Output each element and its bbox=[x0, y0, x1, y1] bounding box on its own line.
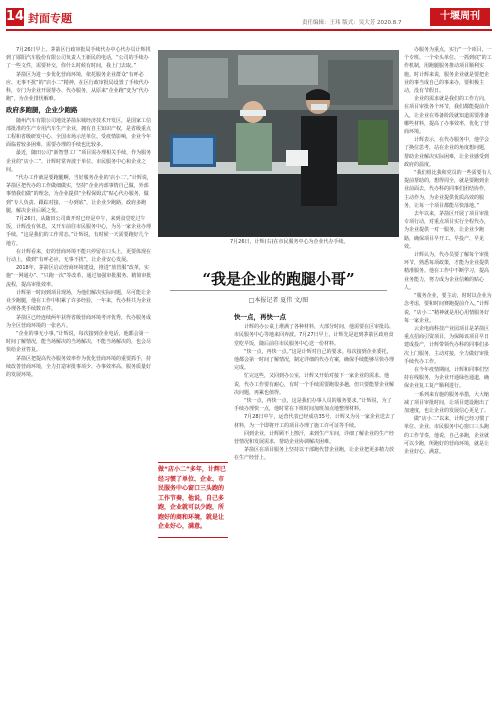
article-paragraph: 随州汽车有限公司地处茅箭东城经济技术开发区，是国家工信部批准的生产专用汽车生产企业，拥有自主知识产权，是省级重点工程和省级研发中心、全国市场示范单位。受疫情影响，企业今年面临着较多困难，需要办理的手续也比较多。 bbox=[6, 117, 152, 149]
article-paragraph: 计辉第一时间到项目现场，为他们解决实际问题，尽可能让企业少跑腿，他在工作中积累了许多经验，一年来，代办科共为企业办理各类手续数百件。 bbox=[6, 289, 152, 313]
article-column-middle bbox=[234, 310, 396, 698]
article-paragraph: 忙完这些，又回到办公室，计辉又开始对接下一家企业的需求。他说，代办工作要有耐心，有时一个手续需要跑很多趟，但只要能帮企业解决问题，再累也值得。 bbox=[234, 373, 395, 396]
article-paragraph: 计辉表示，在代办服务中，他学会了换位思考，站在企业的角度想问题，帮助企业解决实际困难，让企业感受到政府的温度。 bbox=[404, 137, 490, 168]
article-column-right bbox=[404, 46, 492, 698]
article-paragraph: 做“店小二”以来，计辉已经习惯了单位、企业、市民服务中心窗口三头跑的工作节奏，他说，自己多跑，企业就可以少跑，所跑好的营商环境，就是让企业好心、满意。 bbox=[404, 416, 490, 455]
header-rule bbox=[6, 29, 492, 31]
article-paragraph: 计辉认为，代办员要了解每个审批环节，熟悉每项政策，才能为企业提供精准服务。他在工作中不断学习，提高业务能力，努力成为企业信赖的贴心人。 bbox=[404, 252, 490, 291]
page-number: 14 bbox=[6, 9, 25, 24]
article-photo bbox=[158, 50, 399, 237]
article-paragraph: 7月28日中午，运营代表已经成功35号，计辉又为另一家企业送去了材料，为一个即将开工的项目办理了施工许可证等手续。 bbox=[234, 414, 395, 429]
article-paragraph: “快一点，再快一点。”这是计辉对自己的要求。每次接到企业委托，他都会第一时间了解情况，制定详细的代办方案，确保手续能够尽快办理完成。 bbox=[234, 348, 395, 372]
article-paragraph: “快一点，再快一点，这是我们办事人员的服务要求。”计辉说，为了手续办理快一点，他时常在下班时间加班加点地整理材料。 bbox=[234, 398, 392, 413]
photo-scene bbox=[158, 50, 399, 237]
title-rule bbox=[170, 290, 387, 291]
article-paragraph: 一系列来有施的服务举措，大大缩减了项目审批时间，让项目建设跑出了加速度，也让企业的发展信心更足了。 bbox=[404, 391, 490, 414]
article-paragraph: 茅箭区在项目服务上坚持以干部跑代替企业跑，让企业把更多精力放在生产经营上。 bbox=[234, 447, 395, 462]
photo-caption: 7月26日，计辉(右)在市民服务中心为企业代办手续。 bbox=[230, 239, 349, 245]
article-paragraph: 企业的需求就是我们的工作方向，在项目审批各个环节，我们都能提前介入，让企业在筹备阶段就知道需要准备哪些材料，提高了办事效率，优化了营商环境。 bbox=[404, 96, 490, 136]
article-paragraph: “代办工作就是要跑腿啊，当好服务企业的‘店小二’。”计辉说，茅箭区把代办的工作做细做实，坚持“企业内部事情自己做，外部事情我们做”的理念，为企业提供“全程保姆式”贴心代办服务，做到“专人负责、跟踪对接、一办到底”，让企业少跑路，政府多跑腿，解决企业后顾之忧。 bbox=[6, 175, 152, 214]
article-column-left bbox=[6, 46, 152, 698]
pull-quote: 做“店小二”多年，计辉已经习惯了单位、企业、市民服务中心窗口三头跑的工作节奏，他说，自己多跑，企业就可以少跑，所跑好的商和环境，就是让企业好心，满意。 bbox=[158, 462, 228, 538]
article-paragraph: 7月26日，从随田公司离开时已经是中午，来到食堂吃过午饭，计辉没有休息，又开车前往市民服务中心，为另一家企业办理手续。“这是我们的工作常态。”计辉说，有时候一天需要跑好几个地方。 bbox=[6, 216, 152, 247]
article-paragraph: “我们组比我和党员的一些需要有人提前帮助的，想得周全，就是要跑到企业前面去，代办科的同事们团结协作，主动作为，为企业提供优质高效的服务，让每一个项目都能尽快落地。” bbox=[404, 170, 492, 209]
article-paragraph: 在计辉看来，好的营商环境不能只停留在口头上，更要体现在行动上，做到“有呼必应，无事不扰”，让企业安心发展。 bbox=[6, 248, 152, 264]
article-title: “我是企业的跑腿小哥” bbox=[202, 270, 355, 288]
article-paragraph: 在今年疫情期间，计辉和同事们坚持在线服务，为企业开通绿色通道，确保企业复工复产顺利进行。 bbox=[404, 366, 490, 390]
article-paragraph: 茅箭区已经连续两年获得省级营商环境考评优秀，代办服务成为全区营商环境的一张名片。 bbox=[6, 314, 152, 329]
article-paragraph: 7月26日早上，茅箭区行政审批局手续代办中心代办员计辉找到了郧阳汽车股份有限公司负责人王新民的电话，“公司的手续办了一些文件，需要补交，你什么时候有时间，我上门去取。” bbox=[6, 47, 151, 70]
page-header bbox=[0, 0, 498, 32]
masthead-logo: 十堰周刊 bbox=[430, 8, 490, 26]
section-heading: 快一点，再快一点 bbox=[234, 313, 286, 321]
section-title: 封面专题 bbox=[28, 12, 72, 25]
article-paragraph: 茅箭区把提高代办服务效率作为优化营商环境的重要抓手，持续改善营商环境，全力打造审批事项少、办事效率高、服务质量好的发展环境。 bbox=[6, 355, 152, 378]
article-paragraph: 茅箭区为进一步优化营商环境，依托服务企业群众“有呼必应、无事不扰”的“店小二”精神，在区行政审批局设置了手续代办科，专门为企业开展帮办、代办服务，从原来“企业跑”变为“代办跑”，为企业排忧解难。 bbox=[6, 71, 149, 103]
article-paragraph: 计辉的办公桌上堆满了各种材料，大部分时间，他需要在区审批局、市民服务中心等地来回奔波。7月27日早上，计辉先是赶到茅箭区政府食堂吃早饭，随后前往市民服务中心送一份材料。 bbox=[234, 324, 395, 347]
article-paragraph: 去年以来，茅箭区开展了项目审批专项行动，对重点项目实行全程代办，为企业提供一对一服务，让企业少跑路，确保项目早开工、早投产、早见效。 bbox=[404, 211, 490, 250]
article-paragraph: 2018年，茅箭区启动营商环境建设，推进“放管服”改革，实施“一网通办”、“只跑一次”等改革，通过加强审批服务、精简审批流程，提高审批效率。 bbox=[6, 265, 152, 288]
article-byline: □本报记者 夏伟 文/图 bbox=[248, 297, 309, 304]
article-paragraph: 云企电商科技产业园项目是茅箭区重点招商引资项目，为保障该项目早日建成投产，计辉带领代办科的同事们多次上门服务，主动对接，全力做好审批手续代办工作。 bbox=[404, 325, 490, 365]
article-paragraph: “服务企业，要主动，时时以企业为念考虑，要和时间赛跑提前介入。”计辉说，“店小二”精神就是用心用情服务好每一家企业。 bbox=[404, 293, 492, 324]
article-paragraph: 回到企业，计辉顾不上擦汗，来到生产车间，详细了解企业的生产经营情况和发展需求，帮助企业协调解决困难。 bbox=[234, 430, 395, 446]
article-paragraph: 办服务为重点，实行“一个项目、一个专班、一个牵头单位、一抓到底”的工作机制，用跑腿服务推动项目顺利实施。时计辉来说，服务企业就是要把企业的事当成自己的事来办，要积极主动，没有节假日。 bbox=[404, 47, 492, 95]
editor-meta: 责任编辑：王玮 版式：吴大芳 2020.8.7 bbox=[302, 20, 402, 26]
section-heading: 政府多跑腿，企业少跑路 bbox=[6, 106, 78, 115]
article-paragraph: 最近，随田公司“新智慧工厂”项目需办理相关手续，作为服务企业的“店小二”，计辉时常奔波于单位、市民服务中心和企业之间。 bbox=[6, 150, 152, 173]
article-paragraph: “企业的事无小事。”计辉说，每次接到企业电话，他都会第一时间了解情况，能当场解决的当场解决，不能当场解决的，也会尽快给企业答复。 bbox=[6, 330, 152, 354]
